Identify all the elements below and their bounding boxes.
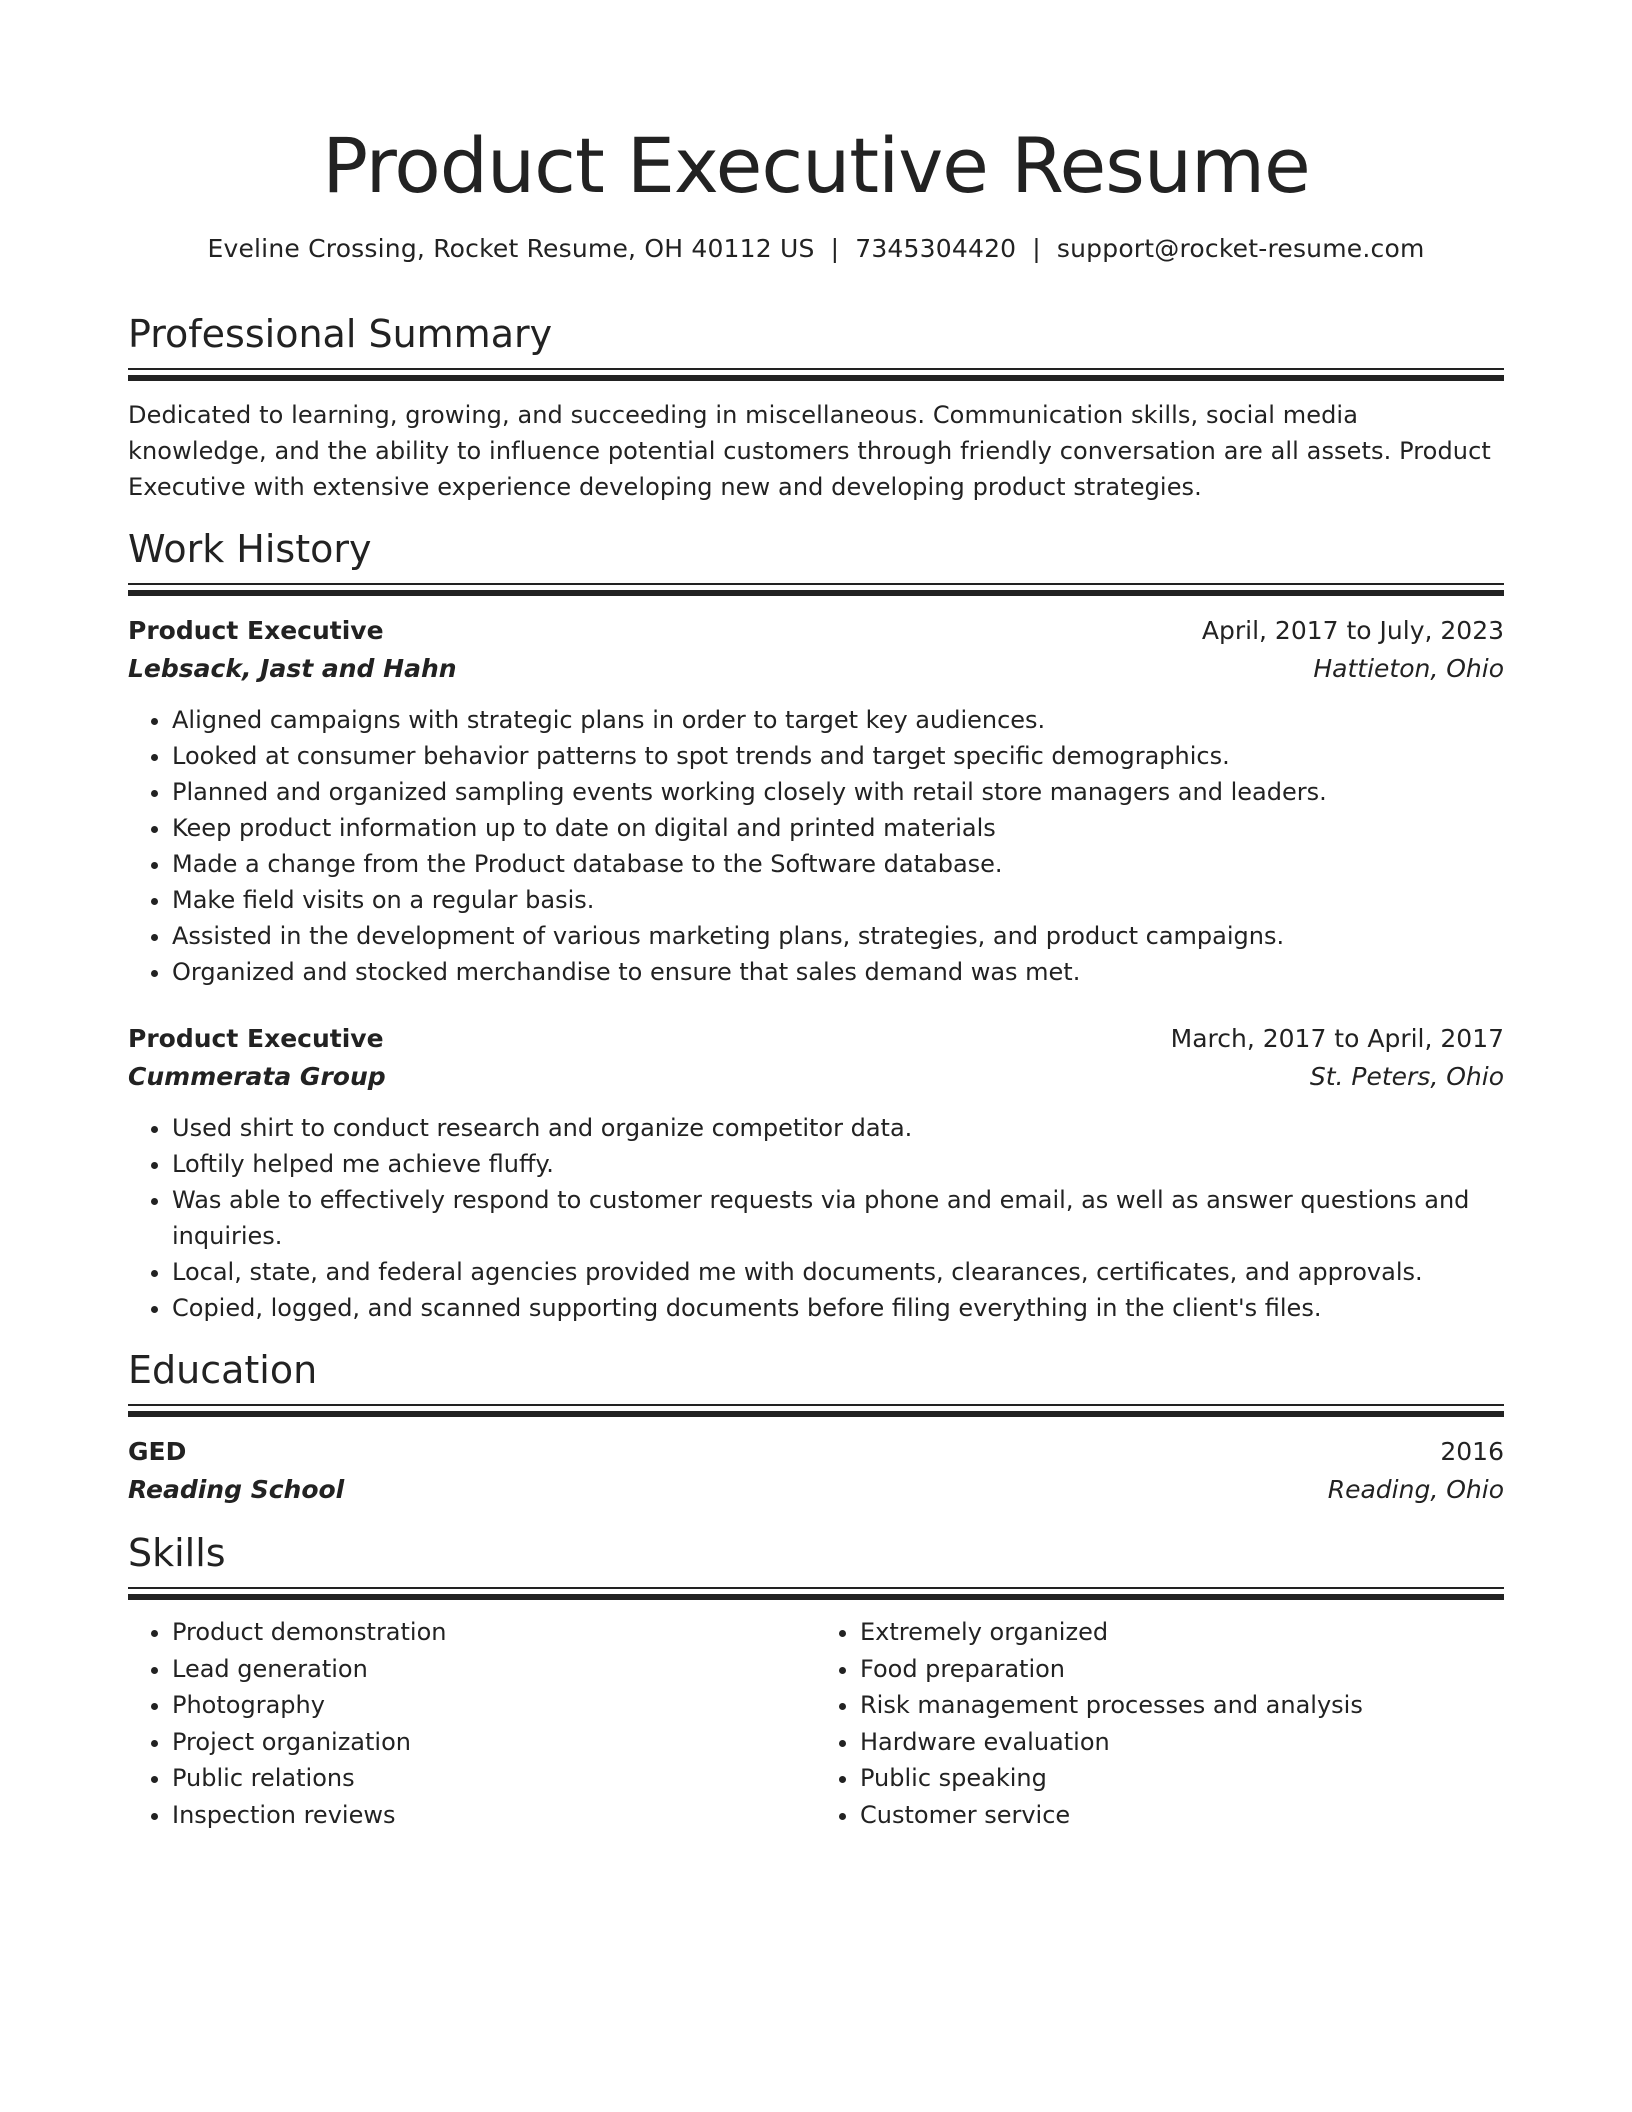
resume-title: Product Executive Resume bbox=[322, 121, 1310, 210]
contact-phone: 7345304420 bbox=[855, 234, 1017, 263]
section-heading-work: Work History bbox=[128, 527, 372, 571]
education-location: Reading, Ohio bbox=[1327, 1475, 1504, 1504]
job-bullet: • Was able to effectively respond to customer requests via phone and email, as well as answer questions and inquiries. bbox=[172, 1182, 1504, 1254]
job-dates: March, 2017 to April, 2017 bbox=[1170, 1024, 1504, 1053]
job-bullet: • Copied, logged, and scanned supporting documents before filing everything in the client's files. bbox=[172, 1290, 1504, 1326]
job-subheader bbox=[128, 1058, 1504, 1096]
section-divider bbox=[128, 1404, 1504, 1417]
education-degree: GED bbox=[128, 1437, 187, 1466]
job-bullet: • Loftily helped me achieve fluffy. bbox=[172, 1146, 1504, 1182]
section-divider bbox=[128, 583, 1504, 596]
section-divider bbox=[128, 368, 1504, 381]
job-bullet: • Made a change from the Product database to the Software database. bbox=[172, 846, 1504, 882]
job-bullet: • Organized and stocked merchandise to ensure that sales demand was met. bbox=[172, 954, 1504, 990]
contact-address: Eveline Crossing, Rocket Resume, OH 40112 US bbox=[207, 234, 815, 263]
skill-item: • Lead generation bbox=[172, 1651, 816, 1688]
job-bullet: • Make field visits on a regular basis. bbox=[172, 882, 1504, 918]
skill-item: • Food preparation bbox=[860, 1651, 1504, 1688]
education-year: 2016 bbox=[1440, 1437, 1504, 1466]
job-header bbox=[128, 612, 1504, 650]
contact-line bbox=[128, 232, 1504, 266]
skills-section bbox=[128, 1529, 1504, 1833]
job-company: Cummerata Group bbox=[128, 1062, 386, 1091]
work-section bbox=[128, 525, 1504, 1326]
skill-item: • Public speaking bbox=[860, 1760, 1504, 1797]
job-bullets bbox=[128, 1110, 1504, 1326]
section-divider bbox=[128, 1587, 1504, 1600]
education-school: Reading School bbox=[128, 1475, 345, 1504]
job-bullet: • Keep product information up to date on digital and printed materials bbox=[172, 810, 1504, 846]
job-bullet: • Looked at consumer behavior patterns to spot trends and target specific demographics. bbox=[172, 738, 1504, 774]
job-company: Lebsack, Jast and Hahn bbox=[128, 654, 457, 683]
education-section bbox=[128, 1346, 1504, 1509]
job-header bbox=[128, 1020, 1504, 1058]
skill-item: • Project organization bbox=[172, 1724, 816, 1761]
skills-list-left bbox=[128, 1614, 816, 1833]
job-location: Hattieton, Ohio bbox=[1313, 654, 1504, 683]
summary-text: Dedicated to learning, growing, and succeeding in miscellaneous. Communication skills, social media knowledge, and the ability to influence potential customers through friendly conversation are all assets. Product Executive with extensive experience developing new and developing product strategies. bbox=[128, 401, 1491, 501]
contact-separator: | bbox=[1032, 234, 1041, 263]
skill-item: • Customer service bbox=[860, 1797, 1504, 1834]
skill-item: • Risk management processes and analysis bbox=[860, 1687, 1504, 1724]
skill-item: • Inspection reviews bbox=[172, 1797, 816, 1834]
job-bullet: • Assisted in the development of various marketing plans, strategies, and product campaigns. bbox=[172, 918, 1504, 954]
section-heading-skills: Skills bbox=[128, 1531, 226, 1575]
section-heading-summary: Professional Summary bbox=[128, 312, 553, 356]
skill-item: • Hardware evaluation bbox=[860, 1724, 1504, 1761]
job-bullet: • Used shirt to conduct research and organize competitor data. bbox=[172, 1110, 1504, 1146]
skills-list-right bbox=[816, 1614, 1504, 1833]
job-dates: April, 2017 to July, 2023 bbox=[1201, 616, 1504, 645]
skill-item: • Photography bbox=[172, 1687, 816, 1724]
education-header bbox=[128, 1433, 1504, 1471]
contact-email: support@rocket-resume.com bbox=[1056, 234, 1425, 263]
job-subheader bbox=[128, 650, 1504, 688]
job-entry bbox=[128, 612, 1504, 990]
skill-item: • Product demonstration bbox=[172, 1614, 816, 1651]
job-title: Product Executive bbox=[128, 616, 384, 645]
job-entry bbox=[128, 1020, 1504, 1326]
job-bullet: • Local, state, and federal agencies provided me with documents, clearances, certificates, and approvals. bbox=[172, 1254, 1504, 1290]
job-title: Product Executive bbox=[128, 1024, 384, 1053]
job-location: St. Peters, Ohio bbox=[1309, 1062, 1504, 1091]
job-bullet: • Planned and organized sampling events working closely with retail store managers and leaders. bbox=[172, 774, 1504, 810]
skills-columns bbox=[128, 1614, 1504, 1833]
education-entry bbox=[128, 1433, 1504, 1509]
section-heading-education: Education bbox=[128, 1348, 318, 1392]
summary-section bbox=[128, 310, 1504, 505]
job-bullet: • Aligned campaigns with strategic plans in order to target key audiences. bbox=[172, 702, 1504, 738]
skill-item: • Public relations bbox=[172, 1760, 816, 1797]
education-subheader bbox=[128, 1471, 1504, 1509]
skill-item: • Extremely organized bbox=[860, 1614, 1504, 1651]
job-bullets bbox=[128, 702, 1504, 990]
contact-separator: | bbox=[830, 234, 840, 263]
